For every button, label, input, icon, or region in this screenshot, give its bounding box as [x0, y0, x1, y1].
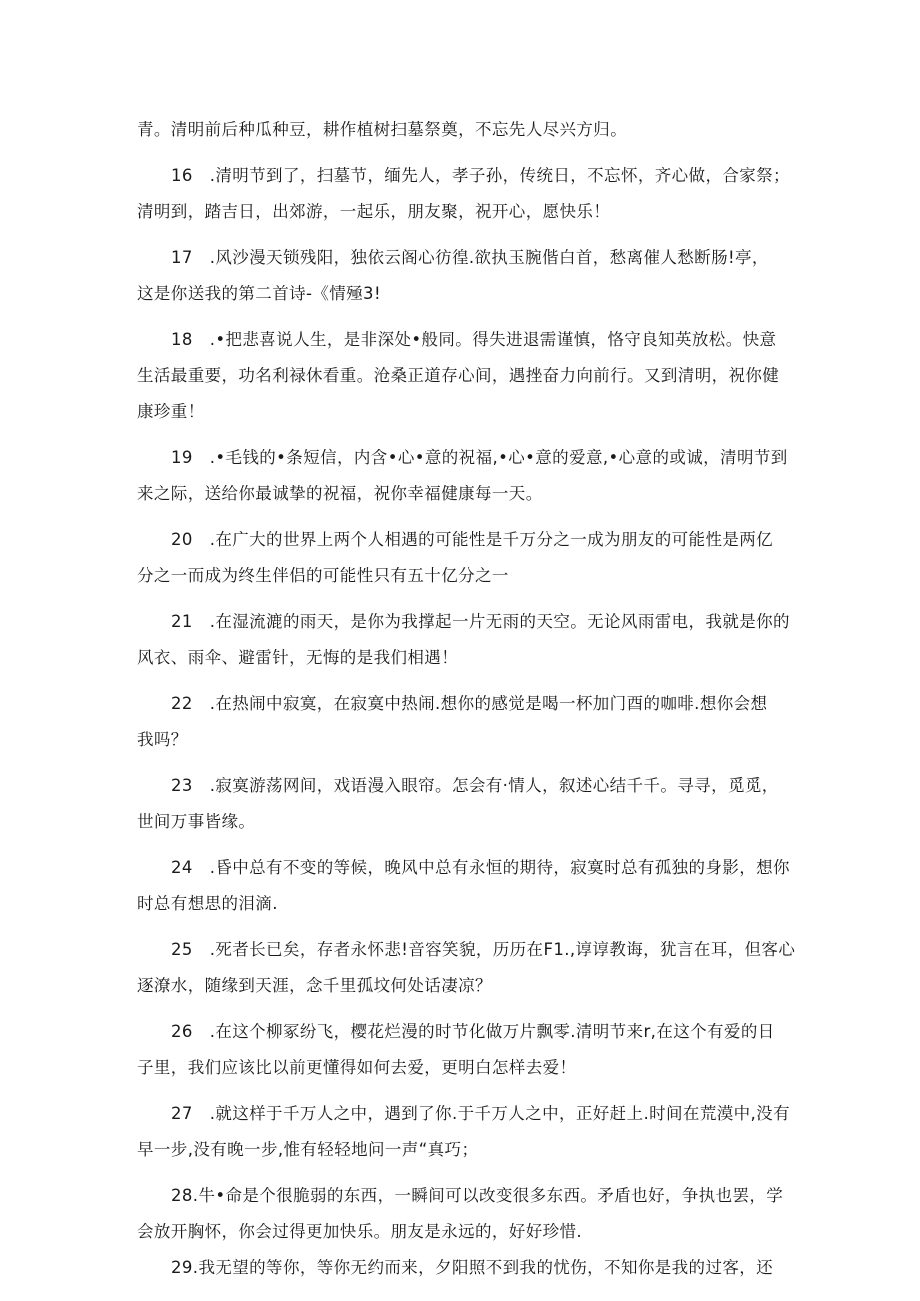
item-line: 27 .就这样于千万人之中，遇到了你.于千万人之中，正好赶上.时间在荒漠中,没有 [171, 1104, 790, 1123]
list-item [137, 768, 783, 840]
item-line: 清明到，踏吉日，出郊游，一起乐，朋友聚，祝开心，愿快乐！ [137, 202, 611, 221]
item-line: 这是你送我的第二首诗-《情殛3! [137, 284, 381, 303]
item-line: 20 .在广大的世界上两个人相遇的可能性是千万分之一成为朋友的可能性是两亿 [171, 530, 774, 549]
item-line: 17 .风沙漫天锁残阳，独依云阁心彷徨.欲执玉腕偕白首，愁离催人愁断肠!亭， [171, 248, 769, 267]
list-item [137, 1250, 783, 1286]
item-line: 早一步,没有晚一步,惟有轻轻地问一声“真巧； [137, 1140, 479, 1159]
list-item [137, 686, 783, 758]
list-item [137, 440, 788, 512]
list-item [137, 932, 796, 1004]
item-line: 22 .在热闹中寂寞，在寂寞中热闹.想你的感觉是喝一杯加门酉的咖啡.想你会想 [171, 694, 768, 713]
item-line: 时总有想思的泪滴. [137, 894, 278, 913]
list-item [137, 1178, 783, 1250]
item-line: 我吗？ [137, 730, 188, 749]
list-item [137, 1014, 783, 1086]
item-line: 子里，我们应该比以前更懂得如何去爱，更明白怎样去爱！ [137, 1058, 577, 1077]
item-line: 28.牛•命是个很脆弱的东西，一瞬间可以改变很多东西。矛盾也好，争执也罢，学 [171, 1186, 784, 1205]
item-line: 会放开胸怀，你会过得更加快乐。朋友是永远的，好好珍惜. [137, 1222, 583, 1241]
item-line: 16 .清明节到了，扫墓节，缅先人，孝子孙，传统日，不忘怀，齐心做，合家祭； [171, 166, 790, 185]
item-line: 21 .在湿流漉的雨天，是你为我撑起一片无雨的天空。无论风雨雷电，我就是你的 [171, 612, 790, 631]
list-item [137, 158, 790, 230]
list-item [137, 1096, 790, 1168]
item-line: 23 .寂寞游荡网间，戏语漫入眼帘。怎会有·情人，叙述心结千千。寻寻，觅觅， [171, 776, 779, 795]
item-line: 康珍重！ [137, 402, 205, 421]
item-line: 世间万事皆缘。 [137, 812, 256, 831]
list-item [137, 240, 783, 312]
item-line: 25 .死者长已矣，存者永怀悲!音容笑貌，历历在F1.,谆谆教诲，犹言在耳，但客心 [171, 940, 796, 959]
item-line: 24 .昏中总有不变的等候，晚风中总有永恒的期待，寂寞时总有孤独的身影，想你 [171, 858, 790, 877]
item-line: 风衣、雨伞、避雷针，无悔的是我们相遇！ [137, 648, 459, 667]
list-item [137, 522, 783, 594]
lead-line: 青。清明前后种瓜种豆，耕作植树扫墓祭奠，不忘先人尽兴方归。 [137, 120, 628, 139]
item-line: 26 .在这个柳冢纷飞，樱花烂漫的时节化做万片飘零.清明节来r,在这个有爱的日 [171, 1022, 775, 1041]
item-line: 分之一而成为终生伴侣的可能性只有五十亿分之一 [137, 566, 509, 585]
item-line: 生活最重要，功名利禄休看重。沧桑正道存心间，遇挫奋力向前行。又到清明，祝你健 [137, 366, 780, 385]
list-item [137, 322, 783, 430]
item-line: 29.我无望的等你，等你无约而来，夕阳照不到我的忧伤，不知你是我的过客，还 [171, 1258, 774, 1277]
list-item [137, 850, 790, 922]
item-line: 逐潦水，随缘到天涯，念千里孤坟何处话凄凉？ [137, 976, 492, 995]
item-line: 18 .•把悲喜说人生，是非深处•般同。得失进退需谨慎，恪守良知英放松。快意 [171, 330, 777, 349]
item-line: 19 .•毛钱的•条短信，内含•心•意的祝福,•心•意的爱意,•心意的或诚，清明节到 [171, 448, 788, 467]
document-body [137, 112, 796, 1286]
list-item [137, 604, 790, 676]
item-line: 来之际，送给你最诚挚的祝福，祝你幸福健康每一天。 [137, 484, 543, 503]
